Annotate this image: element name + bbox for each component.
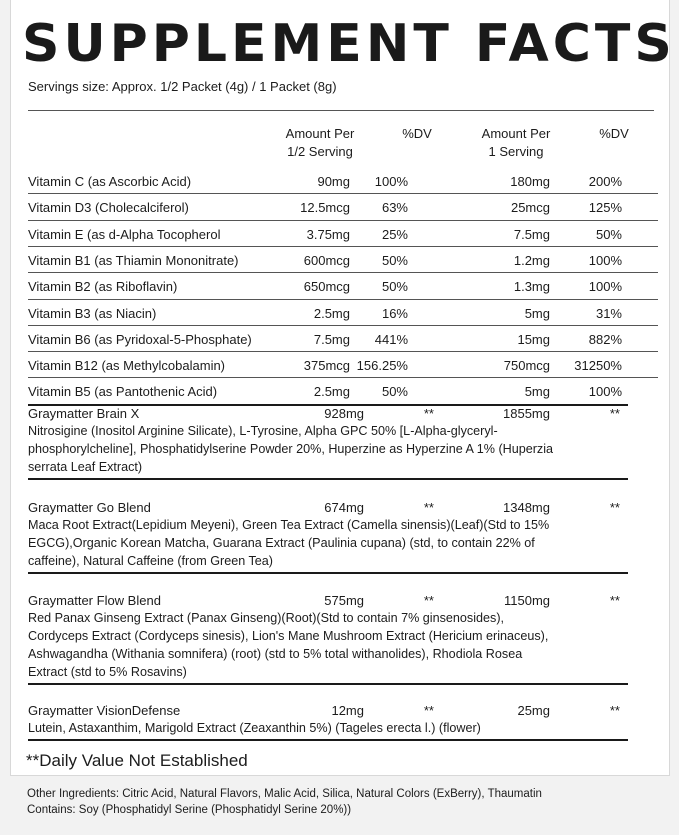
dv-one: **	[609, 593, 620, 608]
ingredient-line: Lutein, Astaxanthim, Marigold Extract (Zeaxanthin 5%) (Tageles erecta l.) (flower)	[28, 721, 481, 735]
dv-half: 50%	[381, 279, 408, 295]
amount-one: 5mg	[524, 384, 550, 400]
header-amount-half: Amount Per 1/2 Serving	[285, 126, 355, 159]
dv-half: 441%	[374, 331, 408, 347]
table-row	[28, 378, 628, 404]
amount-half: 375mcg	[303, 358, 350, 374]
dv-one: **	[609, 703, 620, 718]
ingredient-line: Red Panax Ginseng Extract (Panax Ginseng)(Root)(Std to contain 7% ginsenosides),	[28, 611, 505, 625]
ingredient-line: Ashwagandha (Withania somnifera) (root) (std to 5% total withanolides), Rhodiola Rosea	[28, 647, 523, 661]
blend-ingredients	[28, 516, 628, 570]
header-amount-one: Amount Per 1 Serving	[481, 126, 551, 159]
blend-name: Graymatter Flow Blend	[28, 593, 161, 608]
ingredient-line: Extract (std to 5% Rosavins)	[28, 665, 187, 679]
ingredient-line: Maca Root Extract(Lepidium Meyeni), Green Tea Extract (Camella sinensis)(Leaf)(Std to 15%	[28, 518, 550, 532]
blend-name: Graymatter Brain X	[28, 406, 140, 421]
ingredient-line: serrata Leaf Extract)	[28, 460, 143, 474]
amount-one: 1855mg	[503, 406, 550, 421]
dv-half: 16%	[381, 305, 408, 321]
table-row	[28, 352, 628, 378]
ingredient-line: Cordyceps Extract (Cordyceps sinesis), Lion's Mane Mushroom Extract (Hericium erinaceus),	[28, 629, 549, 643]
table-row	[28, 326, 628, 352]
amount-half: 674mg	[324, 500, 364, 515]
dv-one: 100%	[588, 279, 622, 295]
amount-one: 15mg	[517, 331, 550, 347]
nutrient-name: Vitamin B1 (as Thiamin Mononitrate)	[28, 252, 239, 268]
divider	[28, 110, 654, 111]
dv-half: 50%	[381, 384, 408, 400]
table-row	[28, 273, 628, 299]
amount-one: 750mcg	[503, 358, 550, 374]
dv-one: 125%	[588, 200, 622, 216]
dv-one: 100%	[588, 252, 622, 268]
dv-half: **	[423, 500, 434, 515]
amount-one: 25mcg	[510, 200, 550, 216]
page-title: SUPPLEMENT FACTS	[22, 14, 676, 74]
dv-half: **	[423, 593, 434, 608]
amount-half: 12.5mcg	[300, 200, 350, 216]
dv-half: 50%	[381, 252, 408, 268]
dv-half: **	[423, 703, 434, 718]
header-dv-half: %DV	[402, 126, 432, 141]
nutrient-name: Vitamin B3 (as Niacin)	[28, 305, 157, 321]
table-row	[28, 300, 628, 326]
amount-half: 2.5mg	[313, 305, 350, 321]
nutrient-name: Vitamin D3 (Cholecalciferol)	[28, 200, 189, 216]
amount-one: 1.3mg	[513, 279, 550, 295]
other-ingredients: Other Ingredients: Citric Acid, Natural Flavors, Malic Acid, Silica, Natural Colors (ExBerry), Thaumatin Contains: Soy (Phosphatidyl Serine (Phosphatidyl Serine 20%))	[27, 788, 542, 816]
amount-half: 600mcg	[303, 252, 350, 268]
amount-half: 90mg	[317, 174, 350, 189]
blend-ingredients	[28, 719, 628, 737]
ingredient-line: EGCG),Organic Korean Matcha, Guarana Extract (Paulinia cupana) (std, to contain 22% of	[28, 536, 535, 550]
blend-ingredients	[28, 422, 628, 476]
dv-half: 63%	[381, 200, 408, 216]
dv-one: **	[609, 500, 620, 515]
amount-half: 928mg	[324, 406, 364, 421]
dv-one: 50%	[595, 226, 622, 242]
amount-one: 1348mg	[503, 500, 550, 515]
amount-one: 1.2mg	[513, 252, 550, 268]
ingredient-line: phosphorylcheline], Phosphatidylserine Powder 20%, Huperzine as Hyperzine A 1% (Huperzia	[28, 442, 554, 456]
blend-name: Graymatter Go Blend	[28, 500, 151, 515]
amount-half: 2.5mg	[313, 384, 350, 400]
amount-one: 1150mg	[503, 593, 550, 608]
table-row	[28, 168, 628, 194]
section-divider	[28, 478, 628, 480]
table-row	[28, 194, 628, 220]
dv-one: 31%	[595, 305, 622, 321]
ingredient-line: Nitrosigine (Inositol Arginine Silicate), L-Tyrosine, Alpha GPC 50% [L-Alpha-glyceryl-	[28, 424, 498, 438]
nutrient-name: Vitamin B12 (as Methylcobalamin)	[28, 358, 226, 374]
blend-name: Graymatter VisionDefense	[28, 703, 181, 718]
amount-one: 180mg	[510, 174, 550, 189]
amount-one: 25mg	[517, 703, 550, 718]
table-row	[28, 221, 628, 247]
section-divider	[28, 572, 628, 574]
header-dv-one: %DV	[599, 126, 629, 141]
dv-one: 882%	[588, 331, 622, 347]
nutrient-name: Vitamin B5 (as Pantothenic Acid)	[28, 384, 218, 400]
dv-one: 100%	[588, 384, 622, 400]
nutrient-name: Vitamin E (as d-Alpha Tocopherol	[28, 226, 221, 242]
amount-half: 650mcg	[303, 279, 350, 295]
nutrient-name: Vitamin B2 (as Riboflavin)	[28, 279, 178, 295]
amount-half: 12mg	[331, 703, 364, 718]
amount-one: 7.5mg	[513, 226, 550, 242]
blend-ingredients	[28, 609, 628, 681]
amount-one: 5mg	[524, 305, 550, 321]
table-row	[28, 247, 628, 273]
dv-half: 100%	[374, 174, 408, 189]
dv-one: 31250%	[574, 358, 622, 374]
section-divider	[28, 683, 628, 685]
dv-one: **	[609, 406, 620, 421]
nutrient-name: Vitamin B6 (as Pyridoxal-5-Phosphate)	[28, 331, 252, 347]
dv-half: 25%	[381, 226, 408, 242]
serving-size: Servings size: Approx. 1/2 Packet (4g) / 1 Packet (8g)	[28, 79, 337, 94]
dv-one: 200%	[588, 174, 622, 189]
section-divider	[28, 739, 628, 741]
amount-half: 3.75mg	[306, 226, 350, 242]
nutrient-name: Vitamin C (as Ascorbic Acid)	[28, 174, 192, 189]
dv-half: **	[423, 406, 434, 421]
amount-half: 7.5mg	[313, 331, 350, 347]
dv-half: 156.25%	[356, 358, 408, 374]
footnote: **Daily Value Not Established	[26, 751, 248, 770]
amount-half: 575mg	[324, 593, 364, 608]
ingredient-line: caffeine), Natural Caffeine (from Green Tea)	[28, 554, 273, 568]
